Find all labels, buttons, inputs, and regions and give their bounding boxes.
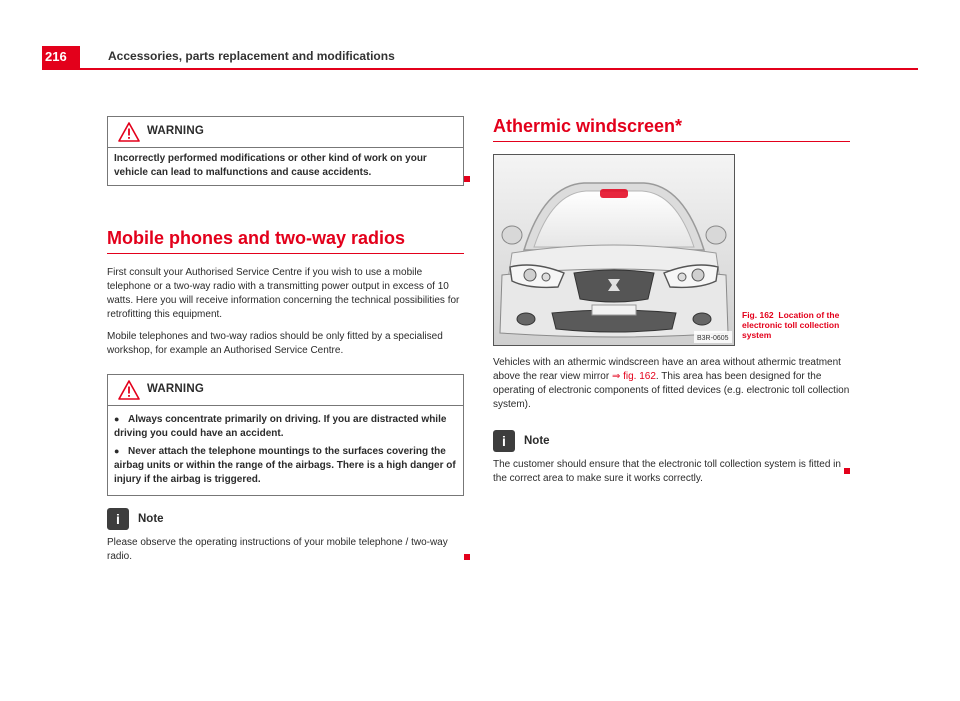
note-header: [107, 508, 464, 536]
note-block: [107, 508, 464, 564]
note-text: The customer should ensure that the electronic toll collection system is fitted in the correct area to make sure it works correctly.: [493, 459, 841, 484]
warning-text: Incorrectly performed modifications or other kind of work on your vehicle can lead to malfunctions and cause accidents.: [114, 153, 427, 178]
warning-box-modifications: [107, 116, 464, 186]
right-column: [493, 116, 850, 142]
section-title-athermic: Athermic windscreen*: [493, 116, 850, 142]
note-block: [493, 430, 850, 486]
note-text: Please observe the operating instructions of your mobile telephone / two-way radio.: [107, 537, 448, 562]
athermic-area-marker: [600, 189, 628, 198]
note-title: Note: [524, 435, 550, 447]
warning-triangle-icon: [118, 380, 140, 400]
figure-caption-text: Location of the electronic toll collection system: [742, 310, 840, 340]
note-header: [493, 430, 850, 458]
warning-box-driving: [107, 374, 464, 496]
warning-list: [108, 406, 463, 495]
warning-header: [108, 375, 463, 406]
section-end-marker: [464, 554, 470, 560]
warning-bullet: ● Never attach the telephone mountings to the surfaces covering the airbag units or within the range of the airbags. There is a high danger of injury if the airbag is triggered.: [114, 446, 456, 485]
warning-bullet: ● Always concentrate primarily on driving. If you are distracted while driving you could have an accident.: [114, 414, 447, 439]
left-column: [107, 116, 464, 564]
paragraph: Vehicles with an athermic windscreen have an area without athermic treatment above the rear view mirror ⇒ fig. 162. This area has been designed for the operating of electronic components of fitted devices (e.g. electronic toll collection system).: [493, 357, 850, 410]
page-number: 216: [42, 46, 80, 68]
figure-caption-label: Fig. 162: [742, 310, 774, 320]
paragraph: Mobile telephones and two-way radios should be only fitted by a specialised workshop, for example an Authorised Service Centre.: [107, 331, 443, 356]
warning-title: WARNING: [147, 383, 204, 395]
figure-car-front: [493, 154, 735, 346]
section-end-marker: [844, 468, 850, 474]
car-front-illustration: [494, 155, 734, 345]
paragraph: First consult your Authorised Service Centre if you wish to use a mobile telephone or a two-way radio with a transmitting power output in excess of 10 watts. Here you will receive information concerning the technical possibilities for retrofitting this equipment.: [107, 267, 460, 320]
warning-title: WARNING: [147, 125, 204, 137]
section-end-marker: [464, 176, 470, 182]
section-title-mobile-phones: Mobile phones and two-way radios: [107, 228, 464, 254]
note-title: Note: [138, 513, 164, 525]
note-icon: i: [493, 430, 515, 452]
athermic-text-block: [493, 356, 850, 486]
page-header: [42, 46, 918, 70]
figure-link[interactable]: ⇒ fig. 162: [611, 371, 656, 382]
note-icon: i: [107, 508, 129, 530]
warning-triangle-icon: [118, 122, 140, 142]
warning-header: [108, 117, 463, 148]
figure-caption: [742, 310, 852, 340]
figure-code: B3R-0605: [697, 335, 729, 342]
chapter-title: Accessories, parts replacement and modifications: [108, 49, 395, 63]
